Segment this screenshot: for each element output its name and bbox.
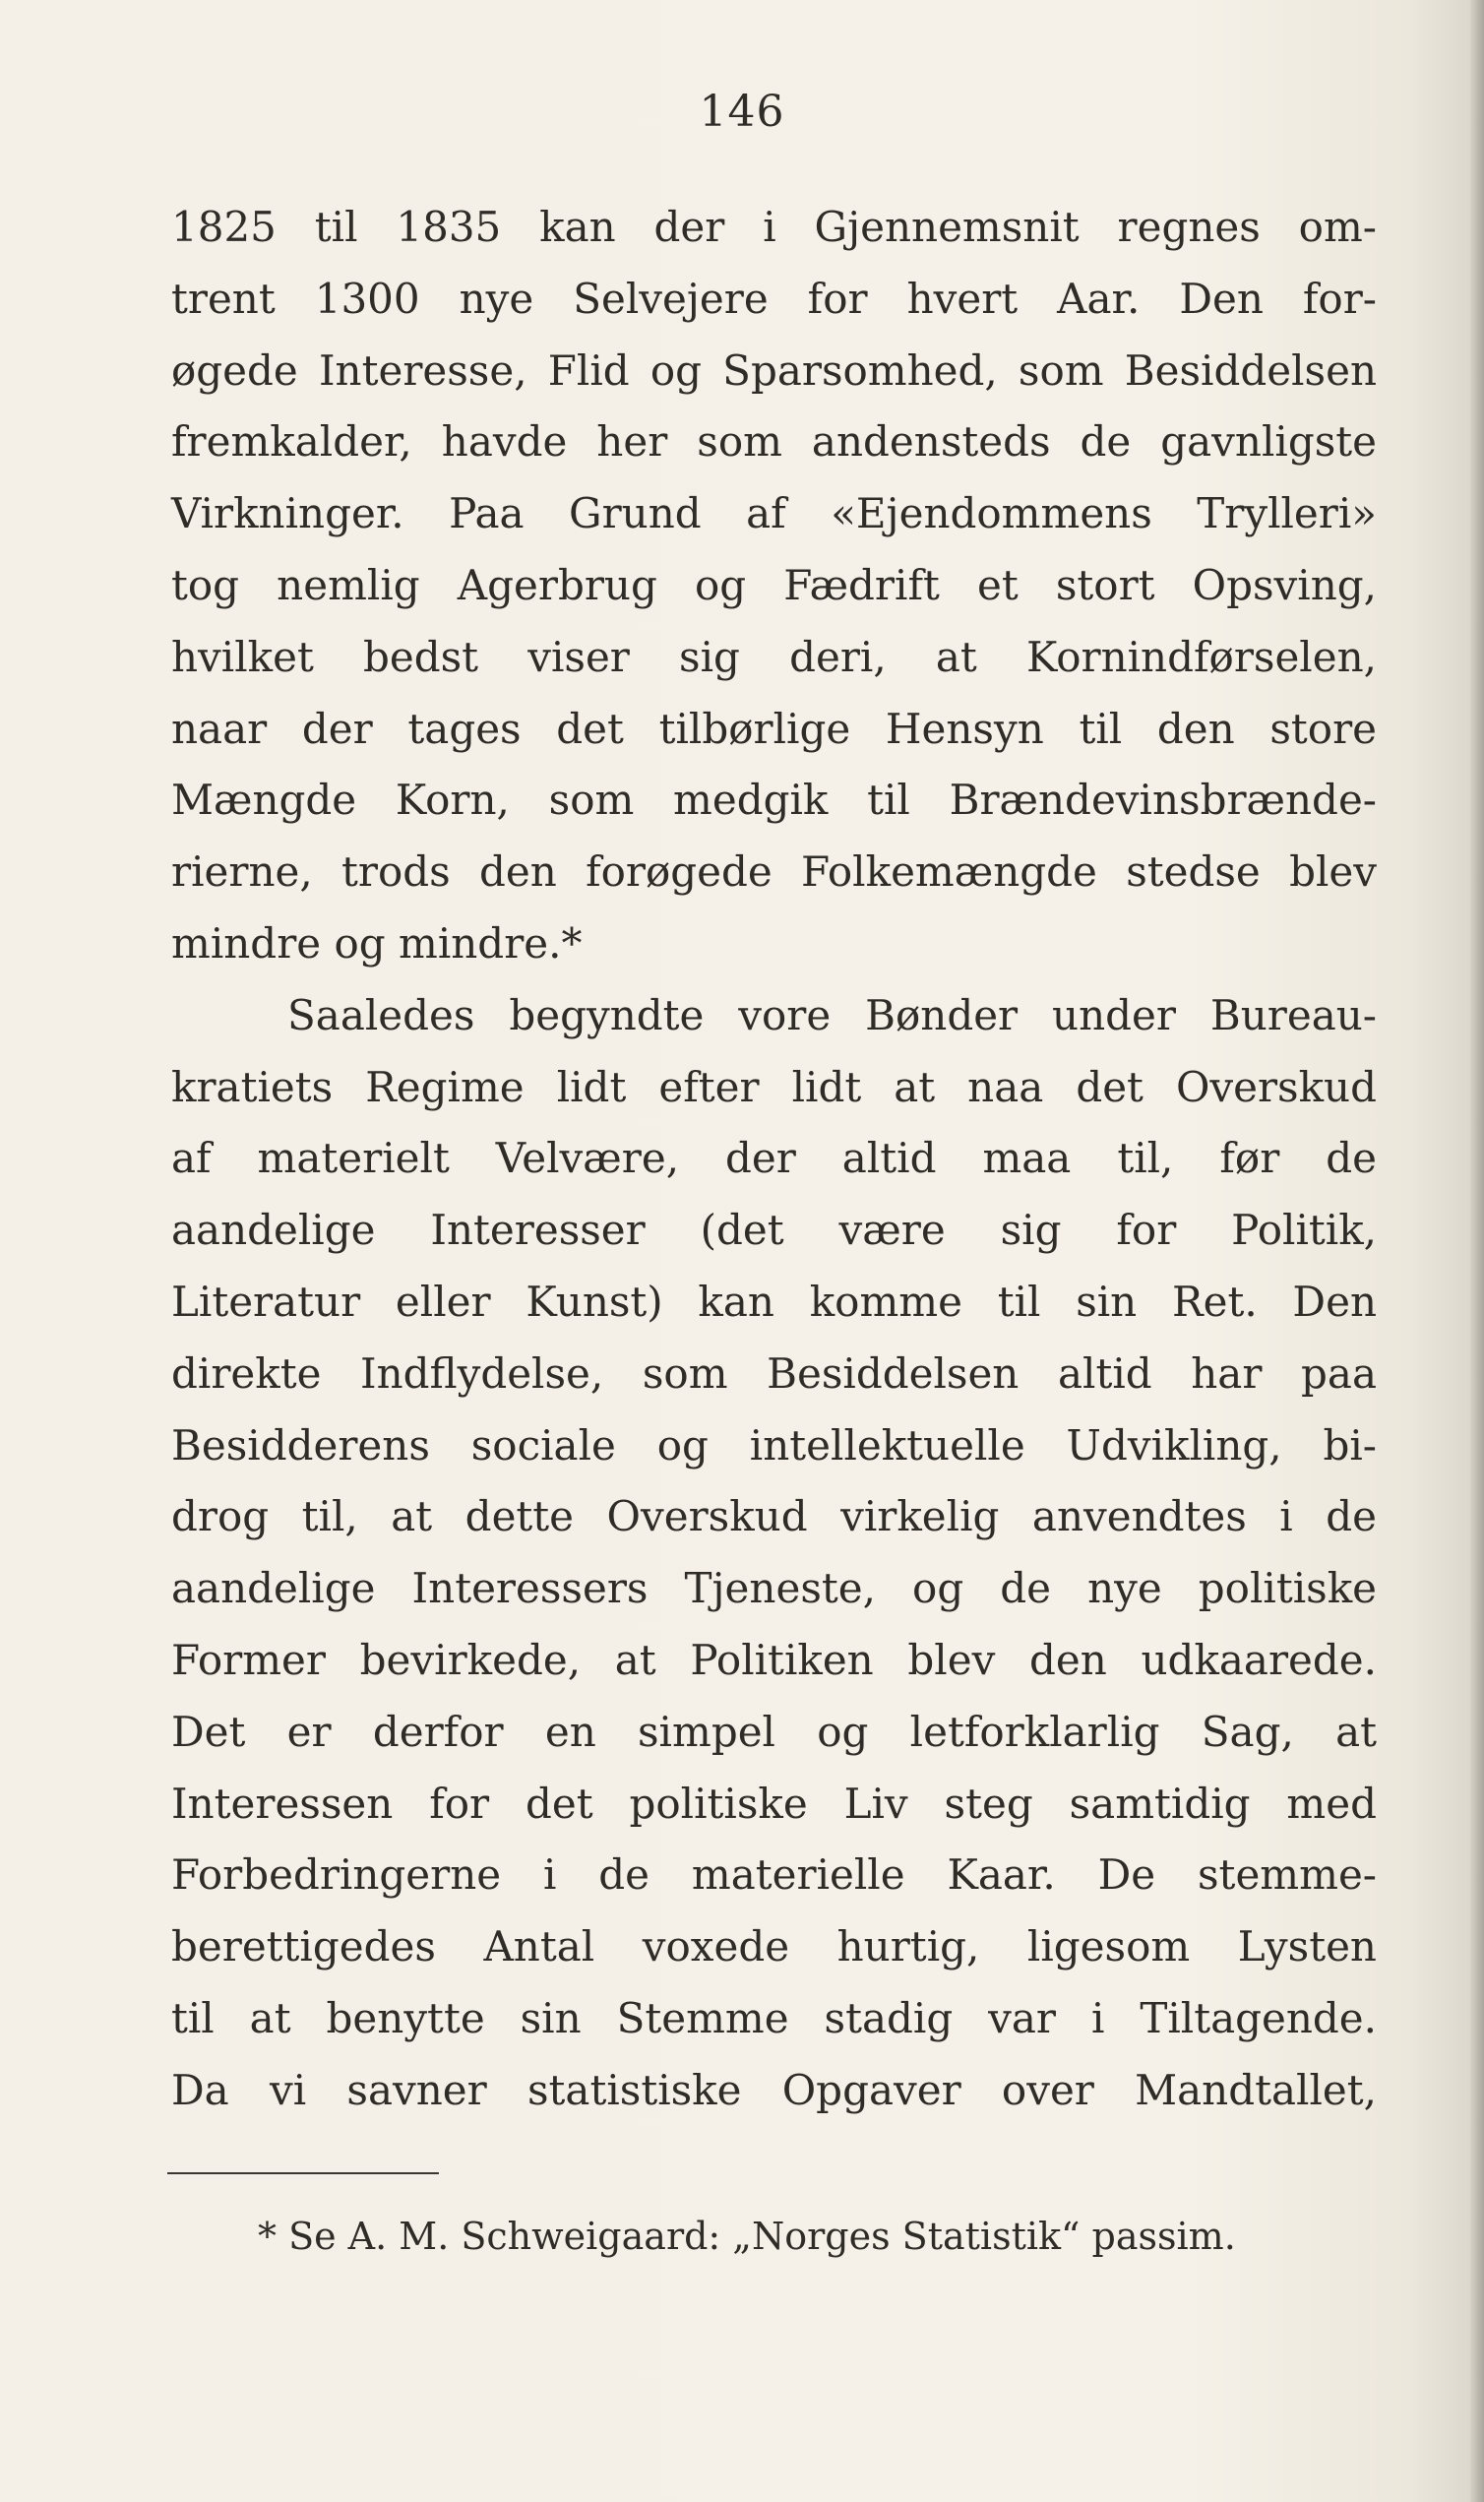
text-line: rierne, trods den forøgede Folkemængde stedse blev [171,847,1377,897]
text-line: trent 1300 nye Selvejere for hvert Aar. Den for- [171,274,1377,323]
text-line: naar der tages det tilbørlige Hensyn til den store [171,704,1377,753]
text-line: mindre og mindre.* [171,918,583,968]
body-text [171,192,1377,2127]
footnote: * Se A. M. Schweigaard: „Norges Statistik“ passim. [258,2215,1236,2258]
text-line: tog nemlig Agerbrug og Fædrift et stort Opsving, [171,560,1377,609]
text-line: 1825 til 1835 kan der i Gjennemsnit regnes om- [171,203,1377,251]
text-line: aandelige Interesser (det være sig for Politik, [171,1206,1377,1255]
text-line: fremkalder, havde her som andensteds de gavnligste [171,417,1377,467]
text-line: Interessen for det politiske Liv steg samtidig med [171,1779,1377,1828]
text-line: direkte Indflydelse, som Besiddelsen altid har paa [171,1348,1377,1398]
text-line: Forbedringerne i de materielle Kaar. De stemme- [171,1850,1377,1900]
text-line: kratiets Regime lidt efter lidt at naa det Overskud [171,1062,1377,1111]
text-line: Besidderens sociale og intellektuelle Udvikling, bi- [171,1420,1377,1470]
text-line: Det er derfor en simpel og letforklarlig Sag, at [171,1707,1377,1756]
text-line: Virkninger. Paa Grund af «Ejendommens Trylleri» [171,489,1377,538]
text-line: berettigedes Antal voxede hurtig, ligesom Lysten [171,1922,1377,1971]
footnote-divider [167,2172,439,2174]
text-line: øgede Interesse, Flid og Sparsomhed, som Besiddelsen [171,345,1377,395]
page-edge [1470,0,1484,2502]
text-line: til at benytte sin Stemme stadig var i Tiltagende. [171,1993,1377,2042]
text-line: Literatur eller Kunst) kan komme til sin Ret. Den [171,1277,1377,1326]
page-number: 146 [699,87,785,137]
text-line: af materielt Velvære, der altid maa til, før de [171,1134,1377,1183]
text-line: Mængde Korn, som medgik til Brændevinsbrænde- [171,776,1377,825]
text-line: Former bevirkede, at Politiken blev den udkaarede. [171,1635,1377,1684]
text-line: hvilket bedst viser sig deri, at Kornindførselen, [171,632,1377,681]
text-line: Saaledes begyndte vore Bønder under Bureau- [287,990,1377,1039]
text-line: drog til, at dette Overskud virkelig anvendtes i de [171,1492,1377,1541]
text-line: Da vi savner statistiske Opgaver over Mandtallet, [171,2065,1377,2114]
text-line: aandelige Interessers Tjeneste, og de nye politiske [171,1564,1377,1613]
